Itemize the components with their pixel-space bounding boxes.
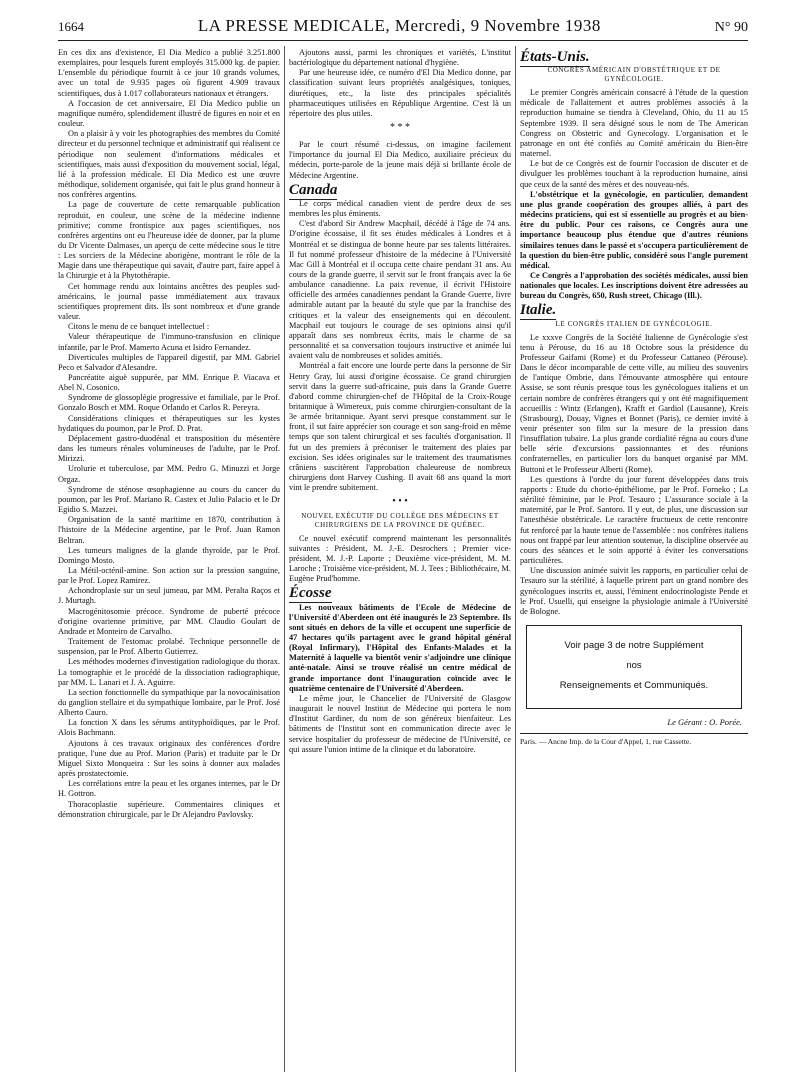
supplement-notice-box [526,625,742,709]
paragraph: Ajoutons à ces travaux originaux des conférences d'ordre pratique, l'une due au Prof. Marion (Paris) et traduite par le Dr Miguel Sixto Monqueira : Sur les soins à donner aux malades après prostatectomie. [58,738,280,779]
paragraph: La page de couverture de cette remarquable publication reproduit, en couleur, une scène de la médecine indienne primitive; comme frontispice aux pages scientifiques, nos confrères argentins ont eu l'heureuse idée de donner, par la plume du Dr Vicente Dalmases, un aperçu de cette médecine sous le titre : Les sorciers de la Médecine aborigène, montrant le rôle de la Magie dans une thérapeutique qui savait, d'autre part, faire appel à la Chirurgie et à la Phytothérapie. [58,200,280,281]
column-2 [289,48,511,1078]
paragraph: Le premier Congrès américain consacré à l'étude de la question médicale de l'allaitement et autres problèmes associés à la reproduction humaine se tiendra à Cleveland, Ohio, du 11 au 15 Septembre 1939. Il sera désigné sous le nom de The American Congress on Obstetric and Gynecology. L'organisation et le patronage en ont été confiés au Comité américain du Bien-être maternel. [520,88,748,159]
subheading-quebec: NOUVEL EXÉCUTIF DU COLLÈGE DES MÉDECINS ET CHIRURGIENS DE LA PROVINCE DE QUÉBEC. [301,511,499,529]
list-item: La fonction X dans les sérums antityphoïdiques, par le Prof. Alois Bachmann. [58,718,280,738]
list-item: Diverticules multiples de l'appareil digestif, par MM. Gabriel Peco et Salvador d'Alesandre. [58,352,280,372]
paragraph: Le corps médical canadien vient de perdre deux de ses membres les plus éminents. [289,198,511,219]
issue-number: N° 90 [714,20,748,35]
subheading-usa: CONGRÈS AMÉRICAIN D'OBSTÉTRIQUE ET DE GYNÉCOLOGIE. [547,66,721,84]
paragraph: Ajoutons aussi, parmi les chroniques et variétés, L'institut bactériologique du département national d'hygiène. [289,48,511,68]
paragraph: Montréal a fait encore une lourde perte dans la personne de Sir Henry Gray, lui aussi d'origine écossaise. Ce grand chirurgien servit dans la guerre sud-africaine, puis dans la Grande Guerre d'abord comme chirurgien-chef de l'Hôpital de la Croix-Rouge britannique à Wimereux, puis comme chirurgien-consultant de la 3e armée britannique. Ayant servi presque constamment sur le front, il sut faire apprécier son courage et son sang-froid en même temps que son talent chirurgical et ses facultés d'organisation. Il fut un des premiers à préconiser le traitement des plaies par excision. Ses idées originales sur le traitement des traumatismes crâniens suscitèrent l'approbation chaleureuse de nombreux chirurgiens dont Harvey Cushing. Il avait 68 ans quand la mort vint le prendre subitement. [289,361,511,493]
section-separator: • • • [392,496,408,508]
list-item: Les méthodes modernes d'investigation radiologique du thorax. La tomographie et le procédé de la dissociation radiographique, par MM. L. Lanari et J. A. Aguirre. [58,657,280,687]
list-item: La section fonctionnelle du sympathique par la novocaïnisation du ganglion stellaire et du sympathique lombaire, par le Prof. José Alberto Cauro. [58,687,280,718]
paragraph: Les nouveaux bâtiments de l'Ecole de Médecine de l'Université d'Aberdeen ont été inaugurés le 23 Septembre. Ils sont situés en dehors de la ville et occupent une superficie de 47 hectares qu'ils partagent avec le grand hôpital général (Royal Infirmary), l'Hôpital des Enfants-Malades et la Maternité à laquelle va bientôt venir s'adjoindre une clinique anté-natale. Ainsi se trouve réalisé un centre médical de grande importance dont l'inauguration coïncide avec le quatrième centenaire de l'Université d'Aberdeen. [289,602,511,693]
paragraph: A l'occasion de cet anniversaire, El Dia Medico publie un magnifique numéro, splendidement illustré de figures en noir et en couleur. [58,98,280,129]
notice-line: Voir page 3 de notre Supplément [564,639,704,651]
list-item: Macrogénitosomie précoce. Syndrome de puberté précoce d'origine ovarienne primitive, par MM. Claudio Goulart de Andrade et Monteiro de Carvalho. [58,606,280,636]
section-heading-ecosse: Écosse [289,585,332,602]
list-item: Syndrome de sténose œsophagienne au cours du cancer du poumon, par les Prof. Mariano R. Castex et Julio Palacio et le Dr Egidio S. Mazzei. [58,484,280,515]
list-item: Achondroplasie sur un seul jumeau, par MM. Peralta Raços et J. Murtagh. [58,586,280,606]
paragraph: En ces dix ans d'existence, El Dia Medico a publié 3.251.800 exemplaires, pour lesquels furent employés 315.000 kg. de papier. L'ensemble du périodique fournit à ce jour 10 grands volumes, avec un total de 9.935 pages où figurent 4.909 travaux scientifiques, dus à 1.017 collaborateurs nationaux et étrangers. [58,48,280,98]
list-item: Urolurie et tuberculose, par MM. Pedro G. Minuzzi et Jorge Orgaz. [58,464,280,484]
journal-title: LA PRESSE MEDICALE, Mercredi, 9 Novembre 1938 [197,16,601,35]
section-separator: * * * [390,122,410,134]
list-item: Syndrome de glossoplégie progressive et familiale, par le Prof. Gonzalo Bosch et MM. Roque Orlando et Carlos R. Pereyra. [58,393,280,413]
paragraph: Le même jour, le Chancelier de l'Université de Glasgow inaugurait le nouvel Institut de Médecine qui portera le nom d'Institut Gardiner, du nom de son généreux bienfaiteur. Les bâtiments de l'Institut sont en communication directe avec le service hospitalier du professeur de médecine de l'Université, ce qui assure l'union intime de la clinique et du laboratoire. [289,693,511,754]
list-item: La Métil-octénil-amine. Son action sur la pression sanguine, par le Prof. Lopez Ramirez. [58,565,280,586]
column-1 [58,48,280,1078]
printer-imprint: Paris. — Ancne Imp. de la Cour d'Appel, 1, rue Cassette. [520,733,748,747]
list-item: Pancréatite aiguë suppurée, par MM. Enrique P. Viacava et Abel N. Cosonico. [58,373,280,393]
paragraph: Ce Congrès a l'approbation des sociétés médicales, aussi bien nationales que locales. Les inscriptions doivent être adressées au bureau du Congrès, 650, Rush street, Chicago (Ill.). [520,270,748,301]
list-item: Thoracoplastie supérieure. Commentaires cliniques et démonstration chirurgicale, par le Dr Alejandro Pavlovsky. [58,799,280,819]
paragraph: Le but de ce Congrès est de fournir l'occasion de discuter et de divulguer les problèmes touchant à la reproduction humaine, ainsi que ceux de la santé des mères et des nouveau-nés. [520,159,748,189]
page-header [58,16,748,38]
paragraph: Par une heureuse idée, ce numéro d'El Dia Medico donne, par classification suivant leurs propriétés analgésiques, toniques, diurétiques, etc., la liste des principales spécialités pharmaceutiques utilisées en République Argentine. C'est là un répertoire des plus utiles. [289,68,511,118]
notice-line: Renseignements et Communiqués. [559,679,709,691]
page-number: 1664 [58,19,84,34]
header-rule [58,40,748,41]
column-3 [520,48,748,1078]
list-item: Les corrélations entre la peau et les organes internes, par le Dr H. Gottron. [58,779,280,799]
column-divider [515,46,516,1072]
list-item: Organisation de la santé maritime en 1870, contribution à l'histoire de la Médecine argentine, par le Prof. Juan Ramon Beltran. [58,515,280,545]
paragraph: On a plaisir à y voir les photographies des membres du Comité directeur et du personnel technique et administratif qui réalisent ce périodique non seulement d'informations médicales et scientifiques, mais aussi d'exposition du mouvement social, légal, lié à la profession médicale. El Dia Medico est une œuvre méthodique, solidement organisée, qui fait le plus grand honneur à nos confrères argentins. [58,129,280,200]
list-item: Déplacement gastro-duodénal et transposition du mésentère dans les tumeurs rénales volumineuses de l'adulte, par le Prof. Mirizzi. [58,433,280,464]
list-item: Traitement de l'estomac prolabé. Technique personnelle de suspension, par le Prof. Alberto Gutierrez. [58,637,280,657]
paragraph: Le xxxve Congrès de la Société Italienne de Gynécologie s'est tenu à Pérouse, du 16 au 18 Octobre sous la présidence du Professeur Gaifami (Rome) et du Professeur Cattaneo (Pérouse). Dans le décor incomparable de cette ville, au milieu des souvenirs de l'antique Ombrie, dans l'émouvante atmosphère qui entoure Assise, se sont réunis presque tous les gynécologues italiens et un certain nombre de confrères étrangers qui y ont été magnifiquement accueillis : Wintz (Erlangen), Krafft et Gardiol (Lausanne), Kreis (Strasbourg), Douay, Vignes et Bonnet (Paris), ce dernier invité à venir présenter son film sur la mesure de la pression dans l'insufflation tubaire. La plus grande cordialité régna au cours d'une belle série d'excursions passionnantes et des réunions confraternelles, en particulier lors du banquet organisé par MM. Buttoni et le Professeur Alberti (Rome). [520,332,748,474]
paragraph: L'obstétrique et la gynécologie, en particulier, demandent une plus grande coopération des groupes alliés, à part des médecins praticiens, qui est si essentielle au progrès et au bien-être du public. Pour ces raisons, ce Congrès aura une importance beaucoup plus étendue que d'autres réunions similaires tenues dans le passé et s'occupera particulièrement de la question du bien-être public, considéré sous l'angle purement médical. [520,189,748,270]
gerant-signature: Le Gérant : O. Porée. [667,716,742,727]
subheading-italie: LE CONGRÈS ITALIEN DE GYNÉCOLOGIE. [555,319,713,328]
paragraph: Une discussion animée suivit les rapports, en particulier celui de Tesauro sur la stérilité, à laquelle prirent part un grand nombre des gynécologues inscrits et, aussi, l'éminent endocrinologiste Pende et le Prof. Usuelli, qui enseigne la physiologie animale à l'Université de Bologne. [520,566,748,616]
section-heading-usa: États-Unis. [520,49,590,65]
paragraph: Cet hommage rendu aux lointains ancêtres des peuples sud-américains, le journal passe immédiatement aux travaux scientifiques proprement dits. Ils sont nombreux et d'une grande valeur. [58,281,280,322]
paragraph: Citons le menu de ce banquet intellectuel : [68,322,210,332]
list-item: Les tumeurs malignes de la glande thyroïde, par le Prof. Domingo Mosto. [58,545,280,565]
paragraph: Par le court résumé ci-dessus, on imagine facilement l'importance du journal El Dia Medico, auxiliaire précieux du médecin, porte-parole de la jeune mais déjà si brillante école de Médecine Argentine. [289,140,511,180]
paragraph: Ce nouvel exécutif comprend maintenant les personnalités suivantes : Président, M. J.-E. Desrochers ; Premier vice-président, M. J.-P. Laporte ; Deuxième vice-président, M. M. Laroche ; Troisième vice-président, M. J. Tees ; Bibliothécaire, M. Eugène Prud'homme. [289,533,511,584]
section-heading-italie: Italie. [520,302,557,319]
paragraph: C'est d'abord Sir Andrew Macphail, décédé à l'âge de 74 ans. D'origine écossaise, il fit ses études médicales à Londres et à Montréal et se distingua de bonne heure par ses talents littéraires. Il fut nommé professeur d'histoire de la médecine à l'Université Mac Gill à Montréal et il occupa cette chaire pendant 31 ans. Au cours de la grande guerre, il servit sur le front français avec la 6e ambulance canadienne. La paix revenue, il écrivit l'Histoire officielle des armées canadiennes pendant la Grande Guerre, livre admirable autant par la beauté du style que par la franchise des critiques et la valeur des enseignements qui en découlent. Macphail eut toujours le courage de ses opinions ainsi qu'il apparaît dans ses nombreux écrits, mais le charme de sa personnalité et sa conversation toujours instructive et animée lui avaient valu de nombreuses et solides amitiés. [289,219,511,361]
section-heading-canada: Canada [289,181,338,198]
column-divider [284,46,285,1072]
notice-line: nos [626,659,642,671]
list-item: Considérations cliniques et thérapeutiques sur les kystes hydatiques du poumon, par le Prof. D. Prat. [58,413,280,433]
paragraph: Les questions à l'ordre du jour furent développées dans trois rapports : Etude du chorio-épithéliome, par le Prof. Forneko ; La stérilité féminine, par le Prof. Tesauro ; L'assurance sociale à la maternité, par le Prof. Santoro. Il y eut, de plus, une discussion sur l'anesthésie obstétricale. Le caractère fructueux de cette rencontre fut renforcé par la haute tenue de l'assemblée : nos confrères italiens nous ont frappé par leur attention soutenue, la discipline observée au cours des séances et le soin apporté à éviter les conversations particulières. [520,474,748,566]
list-item: Valeur thérapeutique de l'immuno-transfusion en clinique infantile, par le Prof. Mamerto Acuna et Isidro Fernandez. [58,332,280,352]
